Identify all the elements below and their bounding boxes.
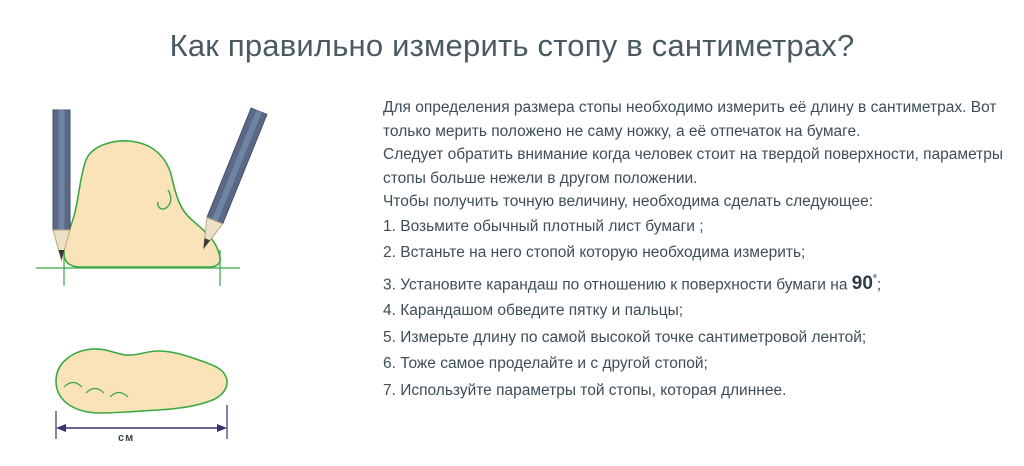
measure-unit-label: см — [118, 432, 135, 444]
instructions-text-column — [383, 96, 1008, 404]
pencil-left — [53, 110, 70, 260]
list-item: 6. Тоже самое проделайте и с другой стопой; — [383, 355, 708, 373]
page-title: Как правильно измерить стопу в сантиметрах? — [169, 28, 855, 63]
degree-symbol: ° — [872, 273, 877, 285]
arrow-head-right — [217, 424, 227, 432]
step-3-text-before: 3. Установите карандаш по отношению к поверхности бумаги на — [383, 275, 852, 293]
degrees-value: 90° — [851, 272, 877, 294]
illustration-panel — [20, 90, 365, 450]
list-item: 1. Возьмите обычный плотный лист бумаги ; — [383, 217, 704, 235]
paragraph-2: Следует обратить внимание когда человек стоит на твердой поверхности, параметры стопы больше нежели в другом положении. — [383, 146, 1004, 187]
list-item: 4. Карандашом обведите пятку и пальцы; — [383, 302, 684, 320]
list-item: 2. Встаньте на него стопой которую необходима измерить; — [383, 244, 806, 261]
foot-outline-top-view — [20, 315, 365, 450]
paragraph-1: Для определения размера стопы необходимо измерить её длину в сантиметрах. Вот только мерить положено не саму ножку, а её отпечаток на бумаге. — [383, 99, 997, 140]
foot-side-view-with-pencils — [20, 90, 365, 300]
paragraph-3: Чтобы получить точную величину, необходима сделать следующее: — [383, 193, 874, 210]
steps-list — [383, 214, 1008, 405]
list-item: 5. Измерьте длину по самой высокой точке сантиметровой лентой; — [383, 328, 867, 346]
arrow-head-left — [56, 424, 66, 432]
step-3-text-after: ; — [876, 275, 882, 293]
list-item: 7. Используйте параметры той стопы, которая длиннее. — [383, 381, 787, 399]
foot-shape-side — [64, 141, 220, 267]
list-item — [383, 267, 1008, 299]
foot-shape-top — [56, 349, 227, 413]
pencil-right — [196, 108, 267, 252]
